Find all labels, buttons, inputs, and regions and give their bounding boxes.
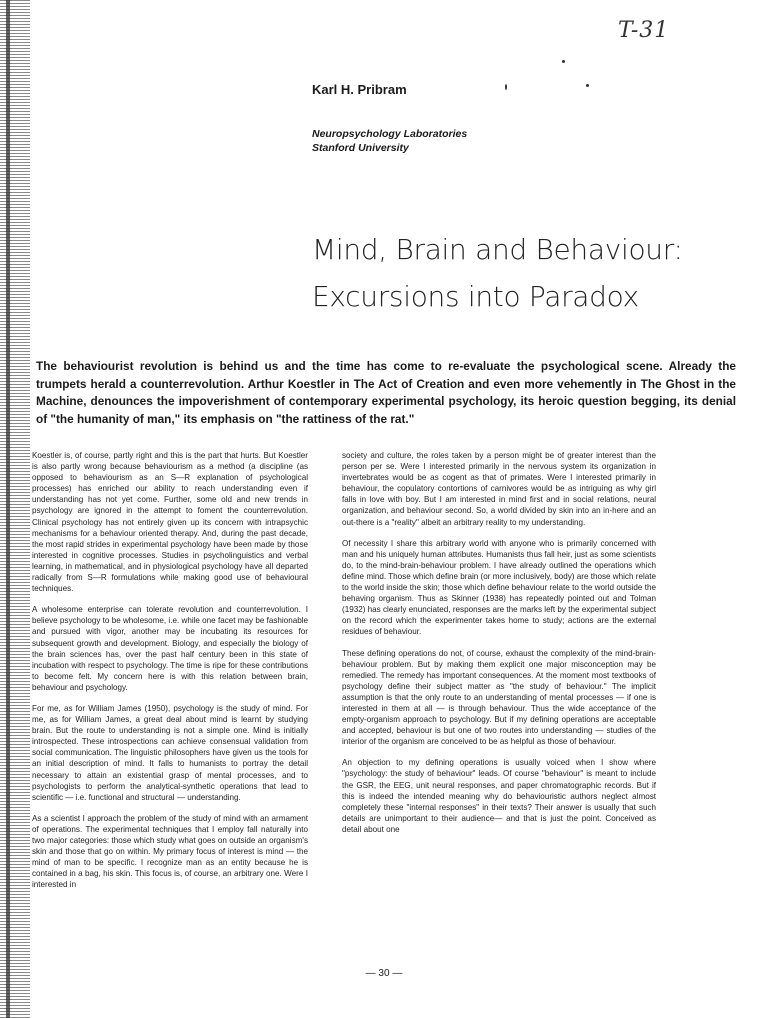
paragraph: Koestler is, of course, partly right and this is the part that hurts. But Koestler is also partly wrong because behaviourism as a method (a discipline (as opposed to behaviourism as an S—R explanation of psychological processes) has enriched our ability to reach understanding even if understanding has not yet come. Further, some old and new trends in psychology are ignored in the attempt to foment the counterrevolution. Clinical psychology has not entirely given up its concern with intrapsychic mechanisms for a behaviour oriented therapy. And, during the past decade, the most rapid strides in experimental psychology have been made by those interested in cognitive processes. Studies in psycholinguistics and verbal learning, in mathematical, and in physiological psychology have all departed radically from S—R formulations while making good use of behavioural techniques. <box>32 451 308 594</box>
right-column <box>342 450 656 845</box>
title-line: Mind, Brain and Behaviour: <box>312 233 683 266</box>
title-line: Excursions into Paradox <box>312 280 639 313</box>
affiliation-line: Neuropsychology Laboratories <box>312 128 468 140</box>
paragraph: As a scientist I approach the problem of the study of mind with an armament of operations. The experimental techniques that I employ fall naturally into two major categories: those which study what goes on outside an organism's skin and those that go on within. My primary focus of interest is mind — the mind of man to be specific. I recognize man as an entity because he is contained in a bag, his skin. This focus is, of course, an arbitrary one. Were I interested in <box>32 813 308 890</box>
paragraph: A wholesome enterprise can tolerate revolution and counterrevolution. I believe psychology to be wholesome, i.e. while one facet may be fashionable and pursued with vigor, another may be incubating its resources for subsequent growth and development. Biology, and especially the biology of the brain sciences has, over the past half century been in this state of incubation with respect to psychology. The time is ripe for these contributions to become felt. My concern here is with this relation between brain, behaviour and psychology. <box>32 605 308 692</box>
left-column <box>32 450 308 900</box>
paragraph: An objection to my defining operations is usually voiced when I show where "psychology: the study of behaviour" leads. Of course "behaviour" is meant to include the GSR, the EEG, unit neural responses, and paper chromatographic records. But if this is indeed the intended meaning why do behaviouristic authors neglect almost completely these "internal responses" in their texts? Their answer is usually that such details are unimportant to their audience— and that is just the point. Conceived as detail about one <box>342 758 656 834</box>
abstract <box>36 358 736 428</box>
page-number: — 30 — <box>365 968 403 979</box>
affiliation-line: Stanford University <box>312 142 409 154</box>
author-name: Karl H. Pribram <box>312 82 407 97</box>
scan-speck <box>586 84 589 87</box>
paragraph: Of necessity I share this arbitrary world with anyone who is primarily concerned with man and his uniquely human attributes. Humanists thus fall heir, just as some scientists do, to the mind-brain-behaviour problem. I have already outlined the operations which define mind. Those which define brain (or more inclusively, body) are those which relate to the world inside the skin; those which define behaviour relate to the world outside the behaving organism. Thus as Skinner (1938) has repeatedly pointed out and Tolman (1932) has clearly enunciated, responses are the marks left by the experimental subject on the record which the experimenter takes home to study; actions are the external residues of behaviour. <box>342 538 656 637</box>
article-title <box>312 226 683 320</box>
affiliation <box>312 127 467 155</box>
scan-speck <box>562 60 565 63</box>
paragraph: These defining operations do not, of course, exhaust the complexity of the mind-brain-behaviour problem. But by making them explicit one major misconception may be remedied. The remedy has important consequences. At the moment most textbooks of psychology define their subject matter as "the study of behaviour." The implicit assumption is that the only route to an understanding of mental processes — if one is interested in them at all — is through behaviour. Thus the wide acceptance of the empty-organism approach to psychology. But if my defining operations are acceptable and accepted, behaviour is but one of two routes into understanding — studies of the interior of the organism are conceived to be as helpful as those of behaviour. <box>342 648 656 747</box>
paragraph: society and culture, the roles taken by a person might be of greater interest than the person per se. Were I interested primarily in the nervous system its organization in invertebrates would be as cogent as that of primates. Were I interested primarily in behaviour, the copulatory contortions of carnivores would be as intriguing as why girl falls in love with boy. But I am interested in mind first and in social relations, neural organization, and behaviour second. So, a world divided by skin into an in-here and an out-there is a "reality" albeit an arbitrary reality to my understanding. <box>342 451 656 527</box>
abstract-text: The behaviourist revolution is behind us and the time has come to re-evaluate the psychological scene. Already the trumpets herald a counterrevolution. Arthur Koestler in The Act of Creation and even more vehemently in The Ghost in the Machine, denounces the impoverishment of contemporary experimental psychology, its heroic question begging, its denial of "the humanity of man," its emphasis on "the rattiness of the rat." <box>36 359 736 426</box>
handwritten-margin-note: T-31 <box>618 18 670 43</box>
scan-binding-edge <box>0 0 30 1018</box>
scan-binding-shadow <box>6 0 10 1018</box>
paragraph: For me, as for William James (1950), psychology is the study of mind. For me, as for William James, a great deal about mind is learnt by studying brain. But the route to understanding is not a simple one. Mind is initially introspected. These introspections can achieve consensual validation from social communication. The linguistic philosophers have given us the tools for an initial description of mind. It falls to humanists to portray the detail necessary to attain an existential grasp of mental processes, and to psychologists to perform the analytical-synthetic operations that lead to scientific — i.e. functional and structural — understanding. <box>32 703 308 802</box>
scan-speck <box>505 84 507 90</box>
